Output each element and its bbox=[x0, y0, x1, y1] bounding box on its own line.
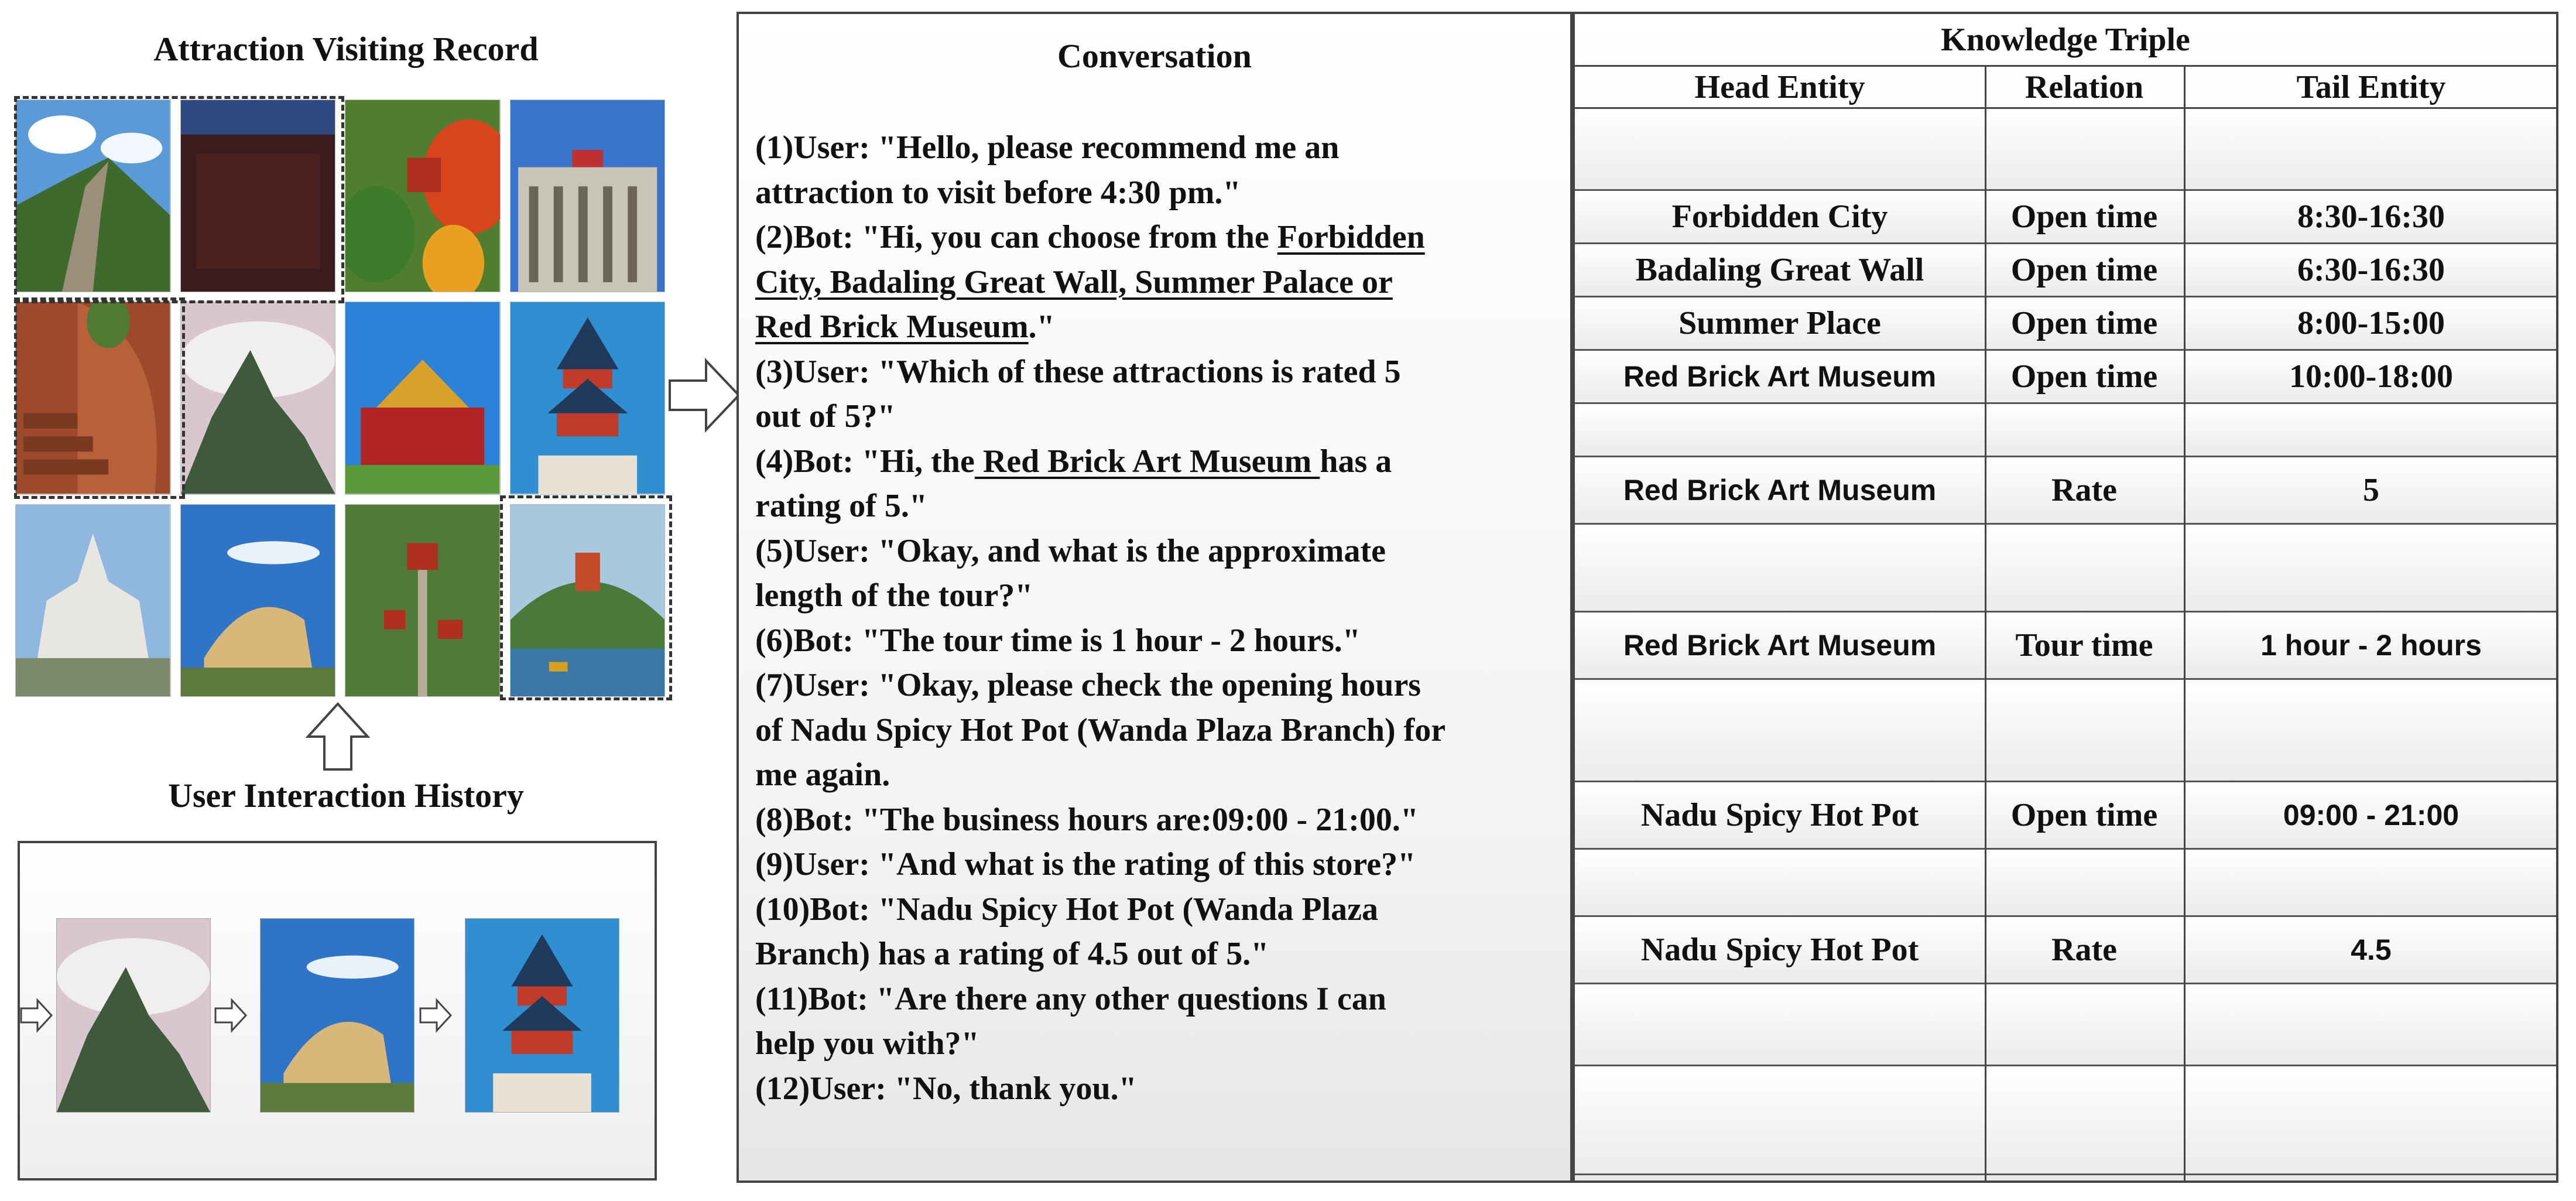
conversation-line: of Nadu Spicy Hot Pot (Wanda Plaza Branch) for bbox=[755, 711, 1446, 748]
table-row bbox=[1575, 613, 2556, 680]
conversation-line: (8)Bot: "The business hours are:09:00 - 21:00." bbox=[755, 801, 1419, 838]
conversation-panel bbox=[737, 12, 1573, 1183]
palace-gate-photo bbox=[180, 100, 336, 292]
column-divider bbox=[2184, 67, 2186, 1181]
conversation-line: (3)User: "Which of these attractions is rated 5 bbox=[755, 353, 1401, 390]
conversation-title: Conversation bbox=[1057, 37, 1252, 75]
head-entity-cell bbox=[1575, 850, 1985, 915]
relation-cell bbox=[1985, 850, 2184, 915]
head-entity-cell bbox=[1575, 525, 1985, 611]
head-entity-cell: Red Brick Art Museum bbox=[1623, 629, 1937, 662]
conversation-line: me again. bbox=[755, 757, 890, 793]
knowledge-triple-table bbox=[1573, 12, 2558, 1183]
right-arrow-icon bbox=[667, 357, 741, 433]
conversation-line: Red Brick Museum." bbox=[755, 309, 1055, 345]
conversation-line: help you with?" bbox=[755, 1025, 979, 1062]
head-entity-cell bbox=[1575, 109, 1985, 189]
head-entity-cell bbox=[1575, 680, 1985, 781]
right-arrow-icon bbox=[19, 998, 54, 1033]
column-divider bbox=[1985, 67, 1986, 1181]
brick-stairs-photo bbox=[15, 302, 171, 494]
conversation-line: Branch) has a rating of 4.5 out of 5." bbox=[755, 936, 1269, 972]
tail-entity-cell: 1 hour - 2 hours bbox=[2260, 629, 2482, 662]
table-row bbox=[1575, 404, 2556, 457]
conversation-line: (7)User: "Okay, please check the opening hours bbox=[755, 667, 1421, 703]
head-entity-cell bbox=[1575, 984, 1985, 1065]
right-arrow-icon bbox=[418, 998, 453, 1033]
tail-entity-cell: 8:30-16:30 bbox=[2297, 199, 2445, 235]
relation-cell bbox=[1985, 404, 2184, 456]
relation-cell: Open time bbox=[2010, 199, 2158, 235]
relation-cell: Rate bbox=[2051, 932, 2117, 968]
great-wall-photo bbox=[15, 100, 171, 292]
interaction-history-box bbox=[18, 841, 657, 1181]
user-interaction-history-title: User Interaction History bbox=[168, 776, 524, 815]
head-entity-cell: Nadu Spicy Hot Pot bbox=[1640, 797, 1919, 833]
relation-cell bbox=[1985, 525, 2184, 611]
conversation-lines bbox=[755, 125, 1563, 1111]
relation-cell bbox=[1985, 109, 2184, 189]
head-entity-cell: Forbidden City bbox=[1671, 199, 1888, 235]
column-header-tail-entity: Tail Entity bbox=[2184, 67, 2558, 109]
table-row bbox=[1575, 109, 2556, 191]
conversation-line: (2)Bot: "Hi, you can choose from the Forbidden bbox=[755, 219, 1425, 255]
relation-cell: Tour time bbox=[2015, 627, 2153, 663]
head-entity-cell: Badaling Great Wall bbox=[1635, 252, 1924, 288]
conversation-line: (12)User: "No, thank you." bbox=[755, 1070, 1137, 1107]
autumn-temple-photo bbox=[345, 100, 501, 292]
right-arrow-icon bbox=[213, 998, 248, 1033]
conversation-line: length of the tour?" bbox=[755, 577, 1033, 614]
tail-entity-cell bbox=[2184, 1066, 2558, 1173]
hillside-temple-photo bbox=[345, 504, 501, 697]
table-row bbox=[1575, 244, 2556, 297]
conversation-line: (4)Bot: "Hi, the Red Brick Art Museum has a bbox=[755, 443, 1392, 480]
conversation-line: (9)User: "And what is the rating of this store?" bbox=[755, 846, 1416, 882]
conversation-line: (6)Bot: "The tour time is 1 hour - 2 hours." bbox=[755, 622, 1361, 659]
tail-entity-cell bbox=[2184, 680, 2558, 781]
relation-cell bbox=[1985, 1066, 2184, 1173]
table-row bbox=[1575, 1066, 2556, 1175]
relation-cell bbox=[1985, 680, 2184, 781]
table-row bbox=[1575, 297, 2556, 351]
relation-cell: Open time bbox=[2010, 252, 2158, 288]
head-entity-cell: Summer Place bbox=[1678, 305, 1881, 341]
tail-entity-cell: 5 bbox=[2363, 472, 2379, 508]
relation-cell bbox=[1985, 984, 2184, 1065]
conversation-line: out of 5?" bbox=[755, 398, 896, 434]
table-row bbox=[1575, 351, 2556, 404]
tail-entity-cell bbox=[2184, 525, 2558, 611]
misty-mountain-photo bbox=[180, 302, 336, 494]
head-entity-cell: Nadu Spicy Hot Pot bbox=[1640, 932, 1919, 968]
attraction-photo-grid bbox=[15, 100, 665, 697]
museum-building-photo bbox=[510, 100, 666, 292]
table-row bbox=[1575, 680, 2556, 782]
attraction-visiting-record-title: Attraction Visiting Record bbox=[153, 30, 539, 68]
table-row bbox=[1575, 191, 2556, 244]
table-row bbox=[1575, 457, 2556, 525]
tail-entity-cell bbox=[2184, 404, 2558, 456]
tail-entity-cell bbox=[2184, 984, 2558, 1065]
conversation-line: City, Badaling Great Wall, Summer Palace or bbox=[755, 264, 1393, 300]
relation-cell: Open time bbox=[2010, 358, 2158, 395]
head-entity-cell: Red Brick Art Museum bbox=[1623, 360, 1937, 393]
tail-entity-cell: 8:00-15:00 bbox=[2297, 305, 2445, 341]
history-photo-temple-of-heaven bbox=[465, 918, 619, 1113]
column-header-head-entity: Head Entity bbox=[1575, 67, 1985, 109]
head-entity-cell bbox=[1575, 1066, 1985, 1173]
history-photo-modern-building bbox=[260, 918, 415, 1113]
tail-entity-cell: 6:30-16:30 bbox=[2297, 252, 2445, 288]
relation-cell: Open time bbox=[2010, 797, 2158, 833]
temple-of-heaven-photo bbox=[510, 302, 666, 494]
tail-entity-cell: 10:00-18:00 bbox=[2289, 358, 2453, 395]
head-entity-cell bbox=[1575, 404, 1985, 456]
table-row bbox=[1575, 782, 2556, 850]
modern-building-photo bbox=[180, 504, 336, 697]
summer-palace-photo bbox=[510, 504, 666, 697]
conversation-line: (1)User: "Hello, please recommend me an bbox=[755, 129, 1340, 166]
up-arrow-icon bbox=[306, 702, 370, 772]
relation-cell: Rate bbox=[2051, 472, 2117, 508]
white-castle-photo bbox=[15, 504, 171, 697]
tiananmen-photo bbox=[345, 302, 501, 494]
tail-entity-cell: 4.5 bbox=[2351, 933, 2392, 966]
tail-entity-cell: 09:00 - 21:00 bbox=[2283, 799, 2459, 832]
conversation-line: (5)User: "Okay, and what is the approximate bbox=[755, 532, 1386, 569]
conversation-line: attraction to visit before 4:30 pm." bbox=[755, 174, 1241, 211]
relation-cell: Open time bbox=[2010, 305, 2158, 341]
knowledge-triple-title: Knowledge Triple bbox=[1575, 14, 2556, 67]
head-entity-cell: Red Brick Art Museum bbox=[1623, 474, 1937, 507]
conversation-line: (11)Bot: "Are there any other questions I can bbox=[755, 980, 1386, 1017]
table-row bbox=[1575, 917, 2556, 984]
history-photo-misty-mountain bbox=[56, 918, 211, 1113]
conversation-line: (10)Bot: "Nadu Spicy Hot Pot (Wanda Plaza bbox=[755, 891, 1378, 928]
column-header-relation: Relation bbox=[1985, 67, 2184, 109]
tail-entity-cell bbox=[2184, 850, 2558, 915]
table-row bbox=[1575, 984, 2556, 1066]
conversation-line: rating of 5." bbox=[755, 488, 927, 524]
table-row bbox=[1575, 525, 2556, 613]
tail-entity-cell bbox=[2184, 109, 2558, 189]
table-row bbox=[1575, 850, 2556, 917]
